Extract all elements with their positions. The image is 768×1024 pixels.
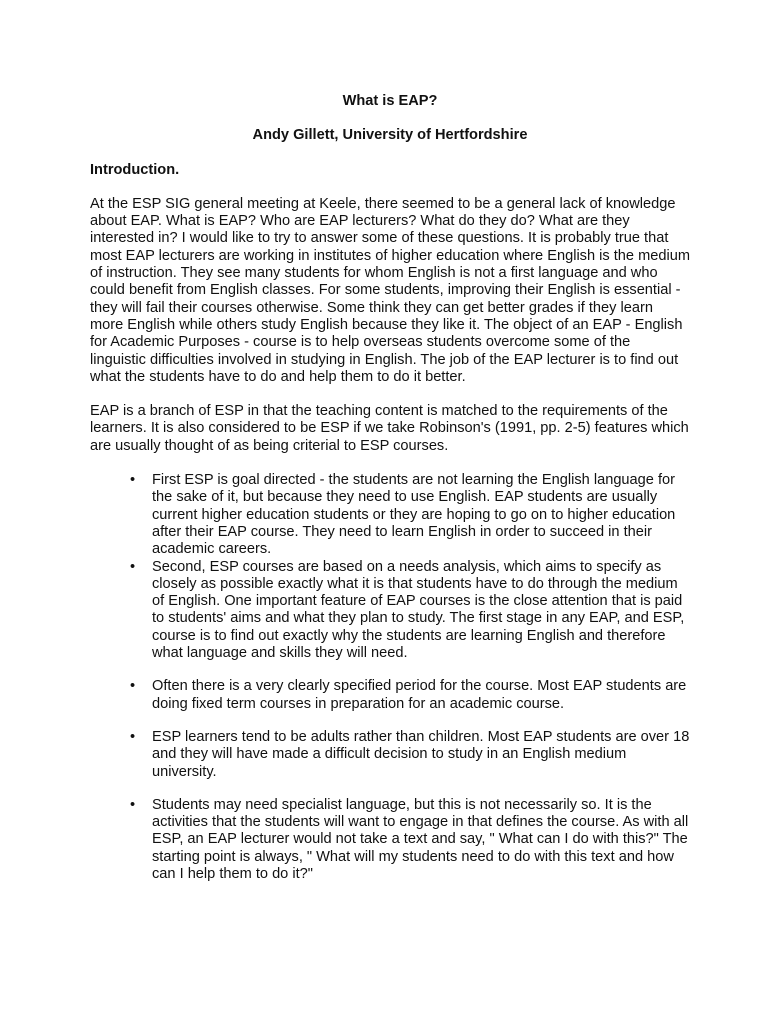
list-item-text: Second, ESP courses are based on a needs analysis, which aims to specify as closely as possible exactly what it is that students have to do through the medium of English. One important feature of EAP courses is the close attention that is paid to students' aims and what they plan to study. The first stage in any EAP, and ESP, course is to find out exactly why the students are learning English and therefore what language and skills they will need. xyxy=(152,558,685,662)
list-item-text: Often there is a very clearly specified period for the course. Most EAP students are doing fixed term courses in preparation for an academic course. xyxy=(152,678,687,712)
document-page xyxy=(90,93,690,883)
esp-features-list xyxy=(90,472,690,883)
bullet-icon: • xyxy=(130,796,136,813)
list-item xyxy=(130,558,690,663)
list-item-text: Students may need specialist language, but this is not necessarily so. It is the activities that the students will want to engage in that defines the course. As with all ESP, an EAP lecturer would not take a text and say, " What can I do with this?" The starting point is always, " What will my students need to do with this text and how can I help them to do it?" xyxy=(152,796,689,882)
list-item xyxy=(130,728,690,781)
bullet-icon: • xyxy=(130,558,136,575)
list-item xyxy=(130,472,690,558)
bullet-icon: • xyxy=(130,728,136,745)
list-item-text: First ESP is goal directed - the students are not learning the English language for the sake of it, but because they need to use English. EAP students are usually current higher education students or they are hoping to go on to higher education after their EAP course. They need to learn English in order to succeed in their academic careers. xyxy=(152,472,676,558)
document-title: What is EAP? xyxy=(342,93,438,109)
section-heading-introduction: Introduction. xyxy=(90,161,180,178)
intro-paragraph: At the ESP SIG general meeting at Keele, there seemed to be a general lack of knowledge about EAP. What is EAP? Who are EAP lecturers? What do they do? What are they interested in? I would like to try to answer some of these questions. It is probably true that most EAP lecturers are working in institutes of higher education where English is the medium of instruction. They see many students for whom English is not a first language and who could benefit from English classes. For some students, improving their English is essential - they will fail their courses otherwise. Some think they can get better grades if they learn more English while others study English because they like it. The object of an EAP - English for Academic Purposes - course is to help overseas students overcome some of the linguistic difficulties involved in studying in English. The job of the EAP lecturer is to find out what the students have to do and help them to do it better. xyxy=(90,195,690,385)
document-author: Andy Gillett, University of Hertfordshire xyxy=(252,127,528,144)
list-item xyxy=(130,796,690,883)
list-item xyxy=(130,678,690,713)
esp-branch-paragraph: EAP is a branch of ESP in that the teaching content is matched to the requirements of the learners. It is also considered to be ESP if we take Robinson's (1991, pp. 2-5) features which are usually thought of as being criterial to ESP courses. xyxy=(90,403,689,454)
list-item-text: ESP learners tend to be adults rather than children. Most EAP students are over 18 and they will have made a difficult decision to study in an English medium university. xyxy=(152,728,690,780)
bullet-icon: • xyxy=(130,472,136,489)
bullet-icon: • xyxy=(130,678,136,695)
